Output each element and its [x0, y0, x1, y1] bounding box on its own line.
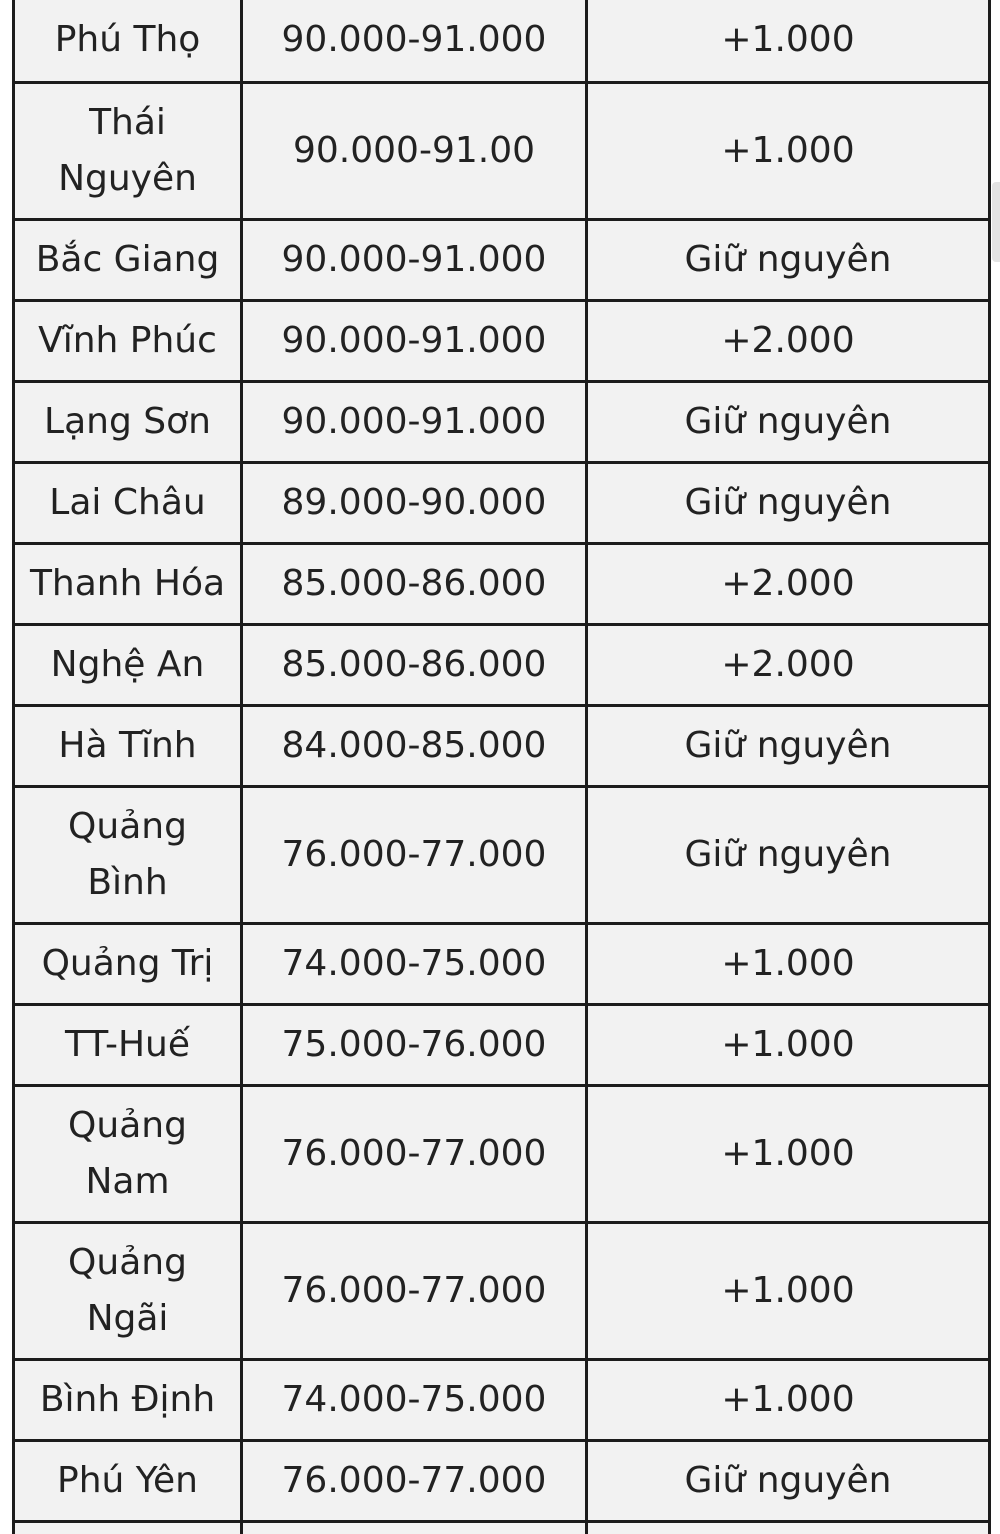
price-cell: 76.000-77.000: [242, 786, 587, 923]
province-cell: Bình Định: [14, 1359, 242, 1440]
change-cell: +1.000: [587, 1004, 990, 1085]
table-row: [14, 1004, 990, 1085]
table-row: [14, 1359, 990, 1440]
province-cell: [14, 1521, 242, 1534]
price-cell: 90.000-91.000: [242, 381, 587, 462]
province-cell: Quảng Trị: [14, 923, 242, 1004]
table-row: [14, 82, 990, 219]
change-cell: +2.000: [587, 624, 990, 705]
scrollbar[interactable]: [992, 182, 1000, 262]
province-cell: Quảng Ngãi: [14, 1222, 242, 1359]
price-cell: 85.000-86.000: [242, 543, 587, 624]
change-cell: +1.000: [587, 82, 990, 219]
table-row: [14, 381, 990, 462]
change-cell: +1.000: [587, 1359, 990, 1440]
price-table: [12, 0, 991, 1534]
province-cell: Hà Tĩnh: [14, 705, 242, 786]
price-cell: 90.000-91.000: [242, 0, 587, 82]
change-cell: +2.000: [587, 543, 990, 624]
table-row: [14, 624, 990, 705]
change-cell: +1.000: [587, 1085, 990, 1222]
table-row: [14, 1440, 990, 1521]
price-cell: 90.000-91.000: [242, 300, 587, 381]
table-row: [14, 786, 990, 923]
table-row: [14, 219, 990, 300]
province-cell: Phú Yên: [14, 1440, 242, 1521]
table-row: [14, 705, 990, 786]
price-cell: 76.000-77.000: [242, 1222, 587, 1359]
change-cell: Giữ nguyên: [587, 786, 990, 923]
price-cell: 76.000-77.000: [242, 1440, 587, 1521]
change-cell: Giữ nguyên: [587, 705, 990, 786]
province-cell: Phú Thọ: [14, 0, 242, 82]
table-row: [14, 300, 990, 381]
table-row: [14, 1085, 990, 1222]
table-row: [14, 543, 990, 624]
change-cell: +2.000: [587, 300, 990, 381]
table-row: [14, 462, 990, 543]
province-cell: Thanh Hóa: [14, 543, 242, 624]
province-cell: Vĩnh Phúc: [14, 300, 242, 381]
price-cell: 74.000-75.000: [242, 1359, 587, 1440]
price-cell: 89.000-90.000: [242, 462, 587, 543]
province-cell: Bắc Giang: [14, 219, 242, 300]
price-cell: 85.000-86.000: [242, 624, 587, 705]
change-cell: +1.000: [587, 1222, 990, 1359]
province-cell: Quảng Bình: [14, 786, 242, 923]
province-cell: TT-Huế: [14, 1004, 242, 1085]
change-cell: +1.000: [587, 0, 990, 82]
change-cell: +1.000: [587, 923, 990, 1004]
province-cell: Thái Nguyên: [14, 82, 242, 219]
price-cell: 76.000-77.000: [242, 1085, 587, 1222]
price-cell: 90.000-91.000: [242, 219, 587, 300]
change-cell: Giữ nguyên: [587, 462, 990, 543]
change-cell: Giữ nguyên: [587, 1440, 990, 1521]
table-row: [14, 0, 990, 82]
change-cell: [587, 1521, 990, 1534]
price-cell: [242, 1521, 587, 1534]
table-row: [14, 923, 990, 1004]
change-cell: Giữ nguyên: [587, 219, 990, 300]
price-cell: 75.000-76.000: [242, 1004, 587, 1085]
price-cell: 84.000-85.000: [242, 705, 587, 786]
price-cell: 74.000-75.000: [242, 923, 587, 1004]
province-cell: Lai Châu: [14, 462, 242, 543]
table-row: [14, 1222, 990, 1359]
price-cell: 90.000-91.00: [242, 82, 587, 219]
change-cell: Giữ nguyên: [587, 381, 990, 462]
province-cell: Nghệ An: [14, 624, 242, 705]
table-row-partial: [14, 1521, 990, 1534]
province-cell: Lạng Sơn: [14, 381, 242, 462]
province-cell: Quảng Nam: [14, 1085, 242, 1222]
